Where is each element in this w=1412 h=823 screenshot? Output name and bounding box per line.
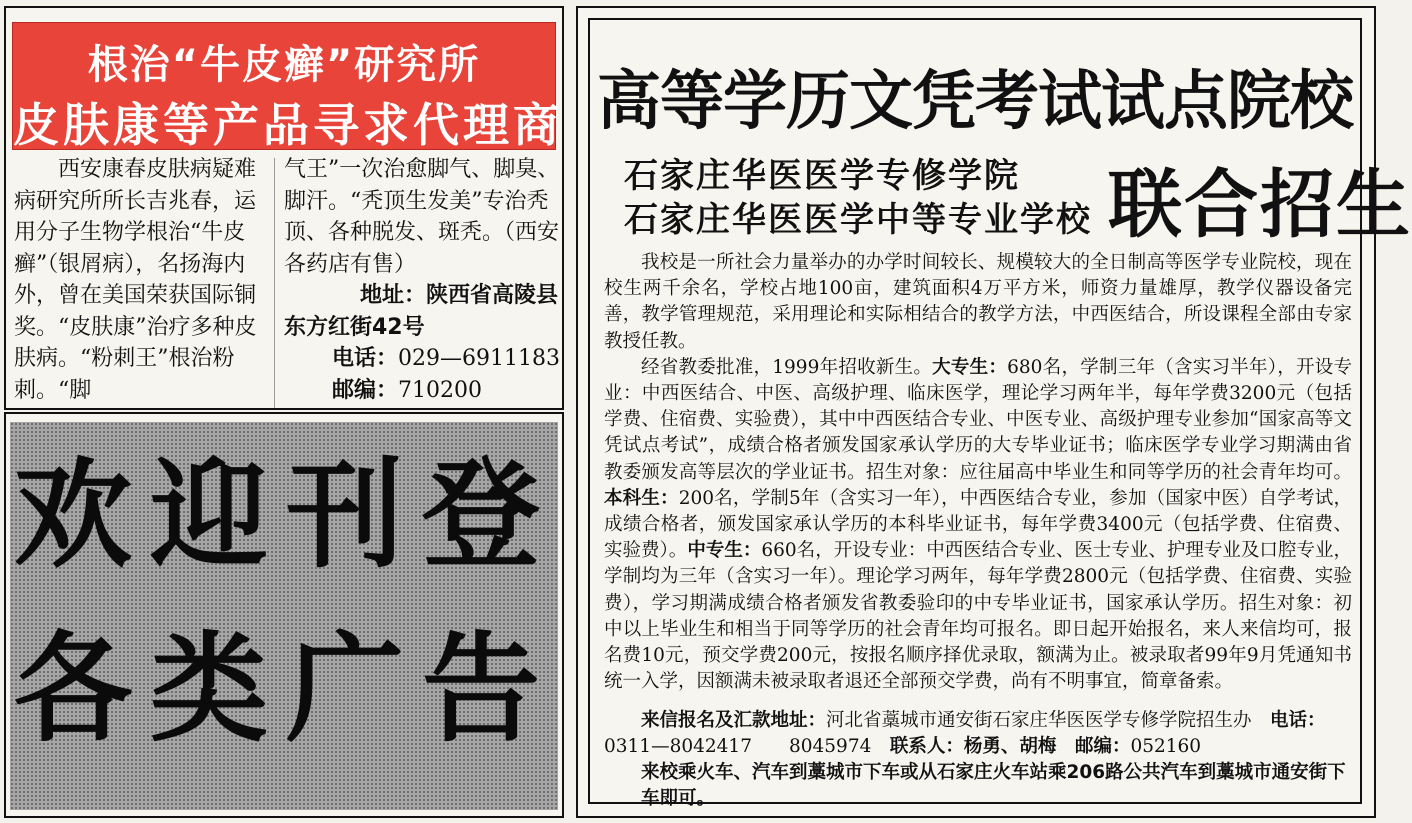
postcode-value: 710200 [398,377,482,403]
mail-label: 来信报名及汇款地址： [641,710,827,731]
postcode-value: 052160 [1130,736,1202,757]
school-name-2: 石家庄华医医学中等专业学校 [624,200,1092,240]
intro-paragraph: 我校是一所社会力量举办的办学时间较长、规模较大的全日制高等医学专业院校，现在校生两千余名，学校占地100亩，建筑面积4万平方米，师资力量雄厚，教学仪器设备完善，教学管理规范，采用理论和实际相结合的教学方法，中西医结合，所设课程全部由专家教授任教。 [604,252,1352,352]
banner-subheadline: 皮肤康等产品寻求代理商 [13,98,563,152]
ad-body-text: 气王”一次治愈脚气、脚臭、脚汗。“秃顶生发美”专治秃顶、各种脱发、斑秃。（西安各药店有售） [284,157,560,277]
ad-title: 高等学历文凭考试试点院校 [597,65,1353,139]
undergraduate-text: 200名，学制5年（含实习一年），中西医结合专业，参加（国家中医）自学考试，成绩合格者，颁发国家承认学历的本科毕业证书，每年学费3400元（包括学费、住宿费、实验费）。 [604,487,1352,562]
welcome-line-1: 欢迎刊登 [14,446,559,584]
address-value: 陕西省高陵县 [426,283,559,308]
secondary-text: 660名，开设专业：中西医结合专业、医士专业、护理专业及口腔专业，学制均为三年（含实习一年）。理论学习两年，每年学费2800元（包括学费、住宿费、实验费），学习期满成绩合格者颁发省教委验印的中专毕业证书，国家承认学历。招生对象：初中以上毕业生和相当于同等学历的社会青年均可报名。即日起开始报名，来人来信均可，报名费10元，预交学费200元，按报名顺序择优录取，额满为止。被录取者99年9月凭通知书统一入学，因额满未被录取者退还全部预交学费，尚有不明事宜，简章备索。 [604,540,1352,693]
mail-value: 河北省藁城市通安街石家庄华医医学专修学院招生办 [826,710,1252,731]
mail-address-line [604,708,1352,734]
ad-banner [12,22,563,152]
junior-college-label: 大专生： [932,356,1008,378]
banner-headline: 根治“牛皮癣”研究所 [87,42,481,88]
school-name-1: 石家庄华医医学专修学院 [624,156,1020,196]
address-line-2: 东方红街42号 [284,314,425,340]
college-admission-ad [576,6,1412,818]
ad-body [604,250,1352,695]
enrollment-paragraph [604,355,1352,696]
phone-contact-line [604,734,1352,760]
contact-person-value: 杨勇、胡梅 [963,736,1057,757]
approval-text: 经省教委批准，1999年招收新生。 [641,356,933,378]
phone-value: 029—6911183 [398,346,560,371]
contact-block [604,708,1352,812]
postcode-line [284,375,560,407]
ad-body-column-2 [284,154,560,406]
address-line [284,280,560,312]
junior-college-text: 680名，学制三年（含实习半年），开设专业：中西医结合、中医、高级护理、临床医学，理论学习两年半，每年学费3200元（包括学费、住宿费、实验费），其中中西医结合专业、中医专业、高级护理专业参加“国家高等文凭试点考试”，成绩合格者颁发国家承认学历的大专毕业证书；临床医学专业学习期满由省教委颁发高等层次的学业证书。招生对象：应往届高中毕业生和同等学历的社会青年均可。 [604,356,1352,483]
joint-enrollment-heading: 联合招生 [1108,162,1412,248]
phone-label: 电话： [1270,710,1326,731]
halftone-panel [10,422,558,810]
transport-line [604,760,1352,812]
ad-body-column-1: 西安康春皮肤病疑难病研究所所长吉兆春，运用分子生物学根治“牛皮癣”（银屑病），名扬海内外，曾在美国荣获国际铜奖。“皮肤康”治疗多种皮肤病。“粉刺王”根治粉刺。“脚 [14,157,257,403]
postcode-label: 邮编： [332,377,399,403]
undergraduate-label: 本科生： [604,487,679,509]
welcome-line-2: 各类广告 [14,620,559,758]
secondary-label: 中专生： [687,540,762,562]
transport-text: 来校乘火车、汽车到藁城市下车或从石家庄火车站乘206路公共汽车到藁城市通安街下车即可。 [641,762,1346,809]
phone-line [284,343,560,375]
psoriasis-ad [4,6,564,410]
phone-value: 0311—8042417 8045974 [604,736,872,757]
phone-label: 电话： [332,346,399,371]
contact-person-label: 联系人： [889,736,964,757]
ad-inner-frame [588,18,1412,809]
column-divider [274,158,275,408]
address-label: 地址： [360,283,427,308]
welcome-ad [4,412,564,818]
postcode-label: 邮编： [1074,736,1131,757]
